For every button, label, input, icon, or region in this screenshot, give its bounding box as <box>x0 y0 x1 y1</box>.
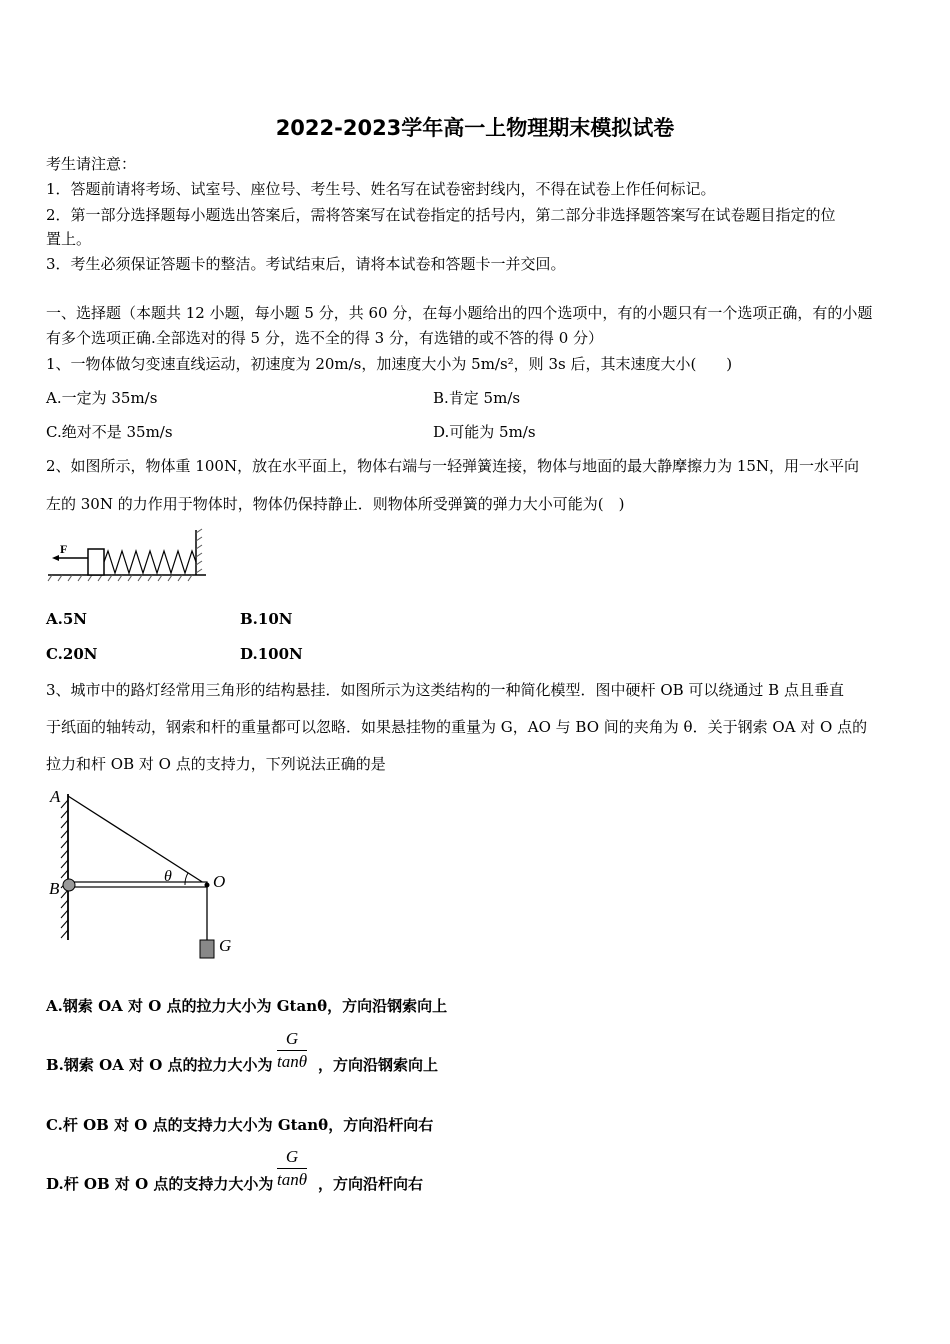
q2-stem-line2: 左的 30N 的力作用于物体时，物体仍保持静止．则物体所受弹簧的弹力大小可能为( ) <box>46 495 625 513</box>
q3-option-b-suffix: ，方向沿钢索向上 <box>318 1056 439 1074</box>
q3-option-b-fraction <box>277 1029 307 1072</box>
label-a: A <box>50 787 61 806</box>
q3-stem-line2: 于纸面的轴转动，钢索和杆的重量都可以忽略．如果悬挂物的重量为 G，AO 与 BO 间的夹角为 θ．关于钢索 OA 对 O 点的 <box>46 718 868 736</box>
label-g: G <box>219 936 232 955</box>
fraction-denominator: tanθ <box>277 1052 308 1071</box>
spring-block-figure <box>46 525 211 583</box>
q1-stem: 1、一物体做匀变速直线运动，初速度为 20m/s，加速度大小为 5m/s²，则 3s 后，其末速度大小( ) <box>46 355 733 373</box>
notice-item-1: 1．答题前请将考场、试室号、座位号、考生号、姓名写在试卷密封线内，不得在试卷上作任何标记。 <box>46 180 716 198</box>
q3-option-d-prefix: D.杆 OB 对 O 点的支持力大小为 <box>46 1175 274 1193</box>
q1-option-b: B.肯定 5m/s <box>433 389 521 407</box>
section-heading-line2: 有多个选项正确.全部选对的得 5 分，选不全的得 3 分，有选错的或不答的得 0 分） <box>46 329 604 347</box>
q1-option-d: D.可能为 5m/s <box>433 423 536 441</box>
notice-item-2-cont: 置上。 <box>46 230 92 248</box>
q3-option-a: A.钢索 OA 对 O 点的拉力大小为 Gtanθ，方向沿钢索向上 <box>46 997 448 1015</box>
label-o: O <box>213 872 226 891</box>
q3-stem-line1: 3、城市中的路灯经常用三角形的结构悬挂．如图所示为这类结构的一种简化模型．图中硬杆 OB 可以绕通过 B 点且垂直 <box>46 681 844 699</box>
lamp-structure-figure <box>44 784 244 964</box>
force-label: F <box>60 542 68 556</box>
q3-option-d-fraction <box>277 1147 307 1190</box>
notice-heading: 考生请注意： <box>46 155 137 173</box>
notice-item-3: 3．考生必须保证答题卡的整洁。考试结束后，请将本试卷和答题卡一并交回。 <box>46 255 566 273</box>
fraction-denominator: tanθ <box>277 1170 308 1189</box>
q2-option-c: C.20N <box>46 645 98 663</box>
q2-stem-line1: 2、如图所示，物体重 100N，放在水平面上，物体右端与一轻弹簧连接，物体与地面的最大静摩擦力为 15N，用一水平向 <box>46 457 860 475</box>
q3-option-b-prefix: B.钢索 OA 对 O 点的拉力大小为 <box>46 1056 273 1074</box>
q1-option-a: A.一定为 35m/s <box>46 389 158 407</box>
q3-option-c: C.杆 OB 对 O 点的支持力大小为 Gtanθ，方向沿杆向右 <box>46 1116 434 1134</box>
q1-option-c: C.绝对不是 35m/s <box>46 423 173 441</box>
label-b: B <box>49 879 60 898</box>
section-heading-line1: 一、选择题（本题共 12 小题，每小题 5 分，共 60 分，在每小题给出的四个选项中，有的小题只有一个选项正确，有的小题 <box>46 304 873 322</box>
q2-option-d: D.100N <box>240 645 303 663</box>
q3-stem-line3: 拉力和杆 OB 对 O 点的支持力，下列说法正确的是 <box>46 755 386 773</box>
fraction-numerator: G <box>277 1029 307 1051</box>
label-theta: θ <box>164 868 172 885</box>
q3-option-d-suffix: ，方向沿杆向右 <box>318 1175 424 1193</box>
page-title: 2022-2023学年高一上物理期末模拟试卷 <box>275 116 675 140</box>
notice-item-2: 2．第一部分选择题每小题选出答案后，需将答案写在试卷指定的括号内，第二部分非选择题答案写在试卷题目指定的位 <box>46 206 836 224</box>
q2-option-b: B.10N <box>240 610 293 628</box>
q2-option-a: A.5N <box>46 610 88 628</box>
fraction-numerator: G <box>277 1147 307 1169</box>
